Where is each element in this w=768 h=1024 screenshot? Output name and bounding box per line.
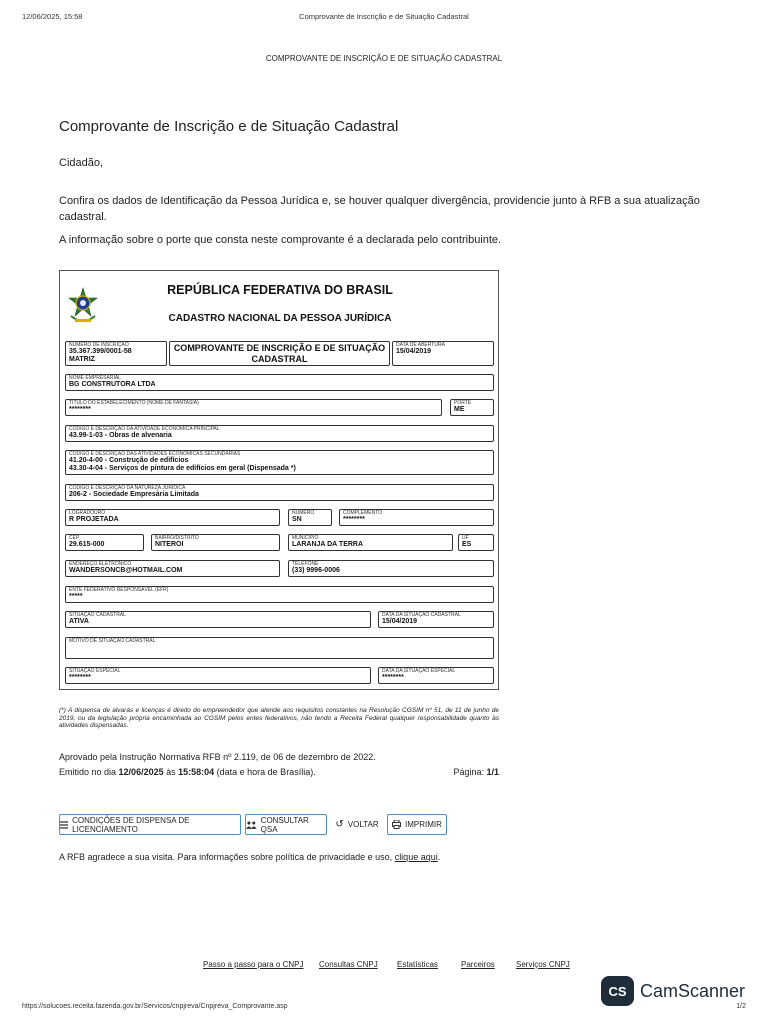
field-cep: CEP 29.615-000 (65, 534, 144, 551)
matriz-value: MATRIZ (69, 356, 95, 363)
field-municipio: MUNICÍPIO LARANJA DA TERRA (288, 534, 453, 551)
field-data-situacao: DATA DA SITUAÇÃO CADASTRAL 15/04/2019 (378, 611, 494, 628)
emission-date: 12/06/2025 (118, 767, 164, 777)
greeting: Cidadão, (59, 157, 104, 169)
users-icon (246, 821, 257, 829)
field-data-abertura: DATA DE ABERTURA 15/04/2019 (392, 341, 494, 366)
thanks-text: A RFB agradece a sua visita. Para informações sobre política de privacidade e uso, clique aqui. (59, 852, 441, 862)
emission-time: 15:58:04 (178, 767, 215, 777)
intro-text: Confira os dados de Identificação da Pessoa Jurídica e, se houver qualquer divergência, providencie junto à RFB a sua atualização cadastral. (59, 195, 700, 223)
field-situacao-cadastral: SITUAÇÃO CADASTRAL ATIVA (65, 611, 371, 628)
field-motivo-situacao: MOTIVO DE SITUAÇÃO CADASTRAL (65, 637, 494, 659)
field-numero: NÚMERO SN (288, 509, 332, 526)
card-heading-republica: REPÚBLICA FEDERATIVA DO BRASIL (167, 283, 393, 297)
field-email: ENDEREÇO ELETRÔNICO WANDERSONCB@HOTMAIL.COM (65, 560, 280, 577)
list-icon (60, 821, 68, 829)
header-subtitle: COMPROVANTE DE INSCRIÇÃO E DE SITUAÇÃO CADASTRAL (265, 54, 503, 63)
field-nome-empresarial: NOME EMPRESARIAL BG CONSTRUTORA LTDA (65, 374, 494, 391)
emission-line: Emitido no dia 12/06/2025 às 15:58:04 (data e hora de Brasília). Página: 1/1 (59, 767, 499, 777)
footer-link-servicos[interactable]: Serviços CNPJ (516, 960, 570, 969)
field-telefone: TELEFONE (33) 9996-0006 (288, 560, 494, 577)
field-porte: PORTE ME (450, 399, 494, 416)
field-logradouro: LOGRADOURO R PROJETADA (65, 509, 280, 526)
field-bairro: BAIRRO/DISTRITO NITEROI (151, 534, 280, 551)
approval-text: Aprovado pela Instrução Normativa RFB nº 2.119, de 06 de dezembro de 2022. (59, 752, 376, 762)
printer-icon (392, 820, 401, 829)
camscanner-watermark: CS CamScanner (601, 976, 745, 1006)
footer-link-estatisticas[interactable]: Estatísticas (397, 960, 438, 969)
footer-link-parceiros[interactable]: Parceiros (461, 960, 495, 969)
footer-link-consultas[interactable]: Consultas CNPJ (319, 960, 378, 969)
privacy-link[interactable]: clique aqui (394, 852, 438, 862)
numero-inscricao-value: 35.367.399/0001-58 (69, 348, 132, 355)
imprimir-button[interactable]: IMPRIMIR (387, 814, 447, 835)
card-heading-cnpj: CADASTRO NACIONAL DA PESSOA JURÍDICA (168, 313, 392, 324)
field-numero-inscricao: NÚMERO DE INSCRIÇÃO 35.367.399/0001-58 MATRIZ (65, 341, 167, 366)
print-page-title: Comprovante de Inscrição e de Situação Cadastral (299, 12, 469, 21)
print-page-number: 1/2 (736, 1003, 746, 1010)
field-atividades-secundarias: CÓDIGO E DESCRIÇÃO DAS ATIVIDADES ECONÔMICAS SECUNDÁRIAS 41.20-4-00 - Construção de edifícios 43.30-4-04 - Serviços de pintura de edifícios em geral (Dispensada *) (65, 450, 494, 475)
consultar-qsa-button[interactable]: CONSULTAR QSA (245, 814, 327, 835)
field-uf: UF ES (458, 534, 494, 551)
print-datetime: 12/06/2025, 15:58 (22, 12, 83, 21)
field-efr: ENTE FEDERATIVO RESPONSÁVEL (EFR) ***** (65, 586, 494, 603)
voltar-button[interactable]: ↺ VOLTAR (333, 814, 381, 835)
field-natureza-juridica: CÓDIGO E DESCRIÇÃO DA NATUREZA JURÍDICA 206-2 - Sociedade Empresária Limitada (65, 484, 494, 501)
field-data-situacao-especial: DATA DA SITUAÇÃO ESPECIAL ******** (378, 667, 494, 684)
dispensa-note: (*) A dispensa de alvarás e licenças é direito do empreendedor que atende aos requisitos constantes na Resolução CGSIM nº 51, de 11 de junho de 2019, ou da legislação própria encaminhada ao CGSIM pelos entes federativos, não tendo a Receita Federal qualquer responsabilidade quanto às atividades dispensadas. (59, 707, 499, 729)
print-url: https://solucoes.receita.fazenda.gov.br/Servicos/cnpjreva/Cnpjreva_Comprovante.asp (22, 1003, 288, 1010)
field-situacao-especial: SITUAÇÃO ESPECIAL ******** (65, 667, 371, 684)
camscanner-logo-icon: CS (601, 976, 634, 1006)
undo-icon: ↺ (335, 819, 344, 830)
field-nome-fantasia: TÍTULO DO ESTABELECIMENTO (NOME DE FANTASIA) ******** (65, 399, 442, 416)
page-title: Comprovante de Inscrição e de Situação Cadastral (59, 118, 399, 135)
cnpj-card (59, 270, 499, 690)
porte-info: A informação sobre o porte que consta neste comprovante é a declarada pelo contribuinte. (59, 234, 502, 246)
field-complemento: COMPLEMENTO ******** (339, 509, 494, 526)
dispensa-licenciamento-button[interactable]: CONDIÇÕES DE DISPENSA DE LICENCIAMENTO (59, 814, 241, 835)
box-comprovante-title: COMPROVANTE DE INSCRIÇÃO E DE SITUAÇÃO CADASTRAL (169, 341, 390, 366)
field-atividade-principal: CÓDIGO E DESCRIÇÃO DA ATIVIDADE ECONÔMICA PRINCIPAL 43.99-1-03 - Obras de alvenaria (65, 425, 494, 442)
page-indicator: Página: 1/1 (453, 767, 499, 777)
footer-link-passo-a-passo[interactable]: Passo a passo para o CNPJ (203, 960, 304, 969)
